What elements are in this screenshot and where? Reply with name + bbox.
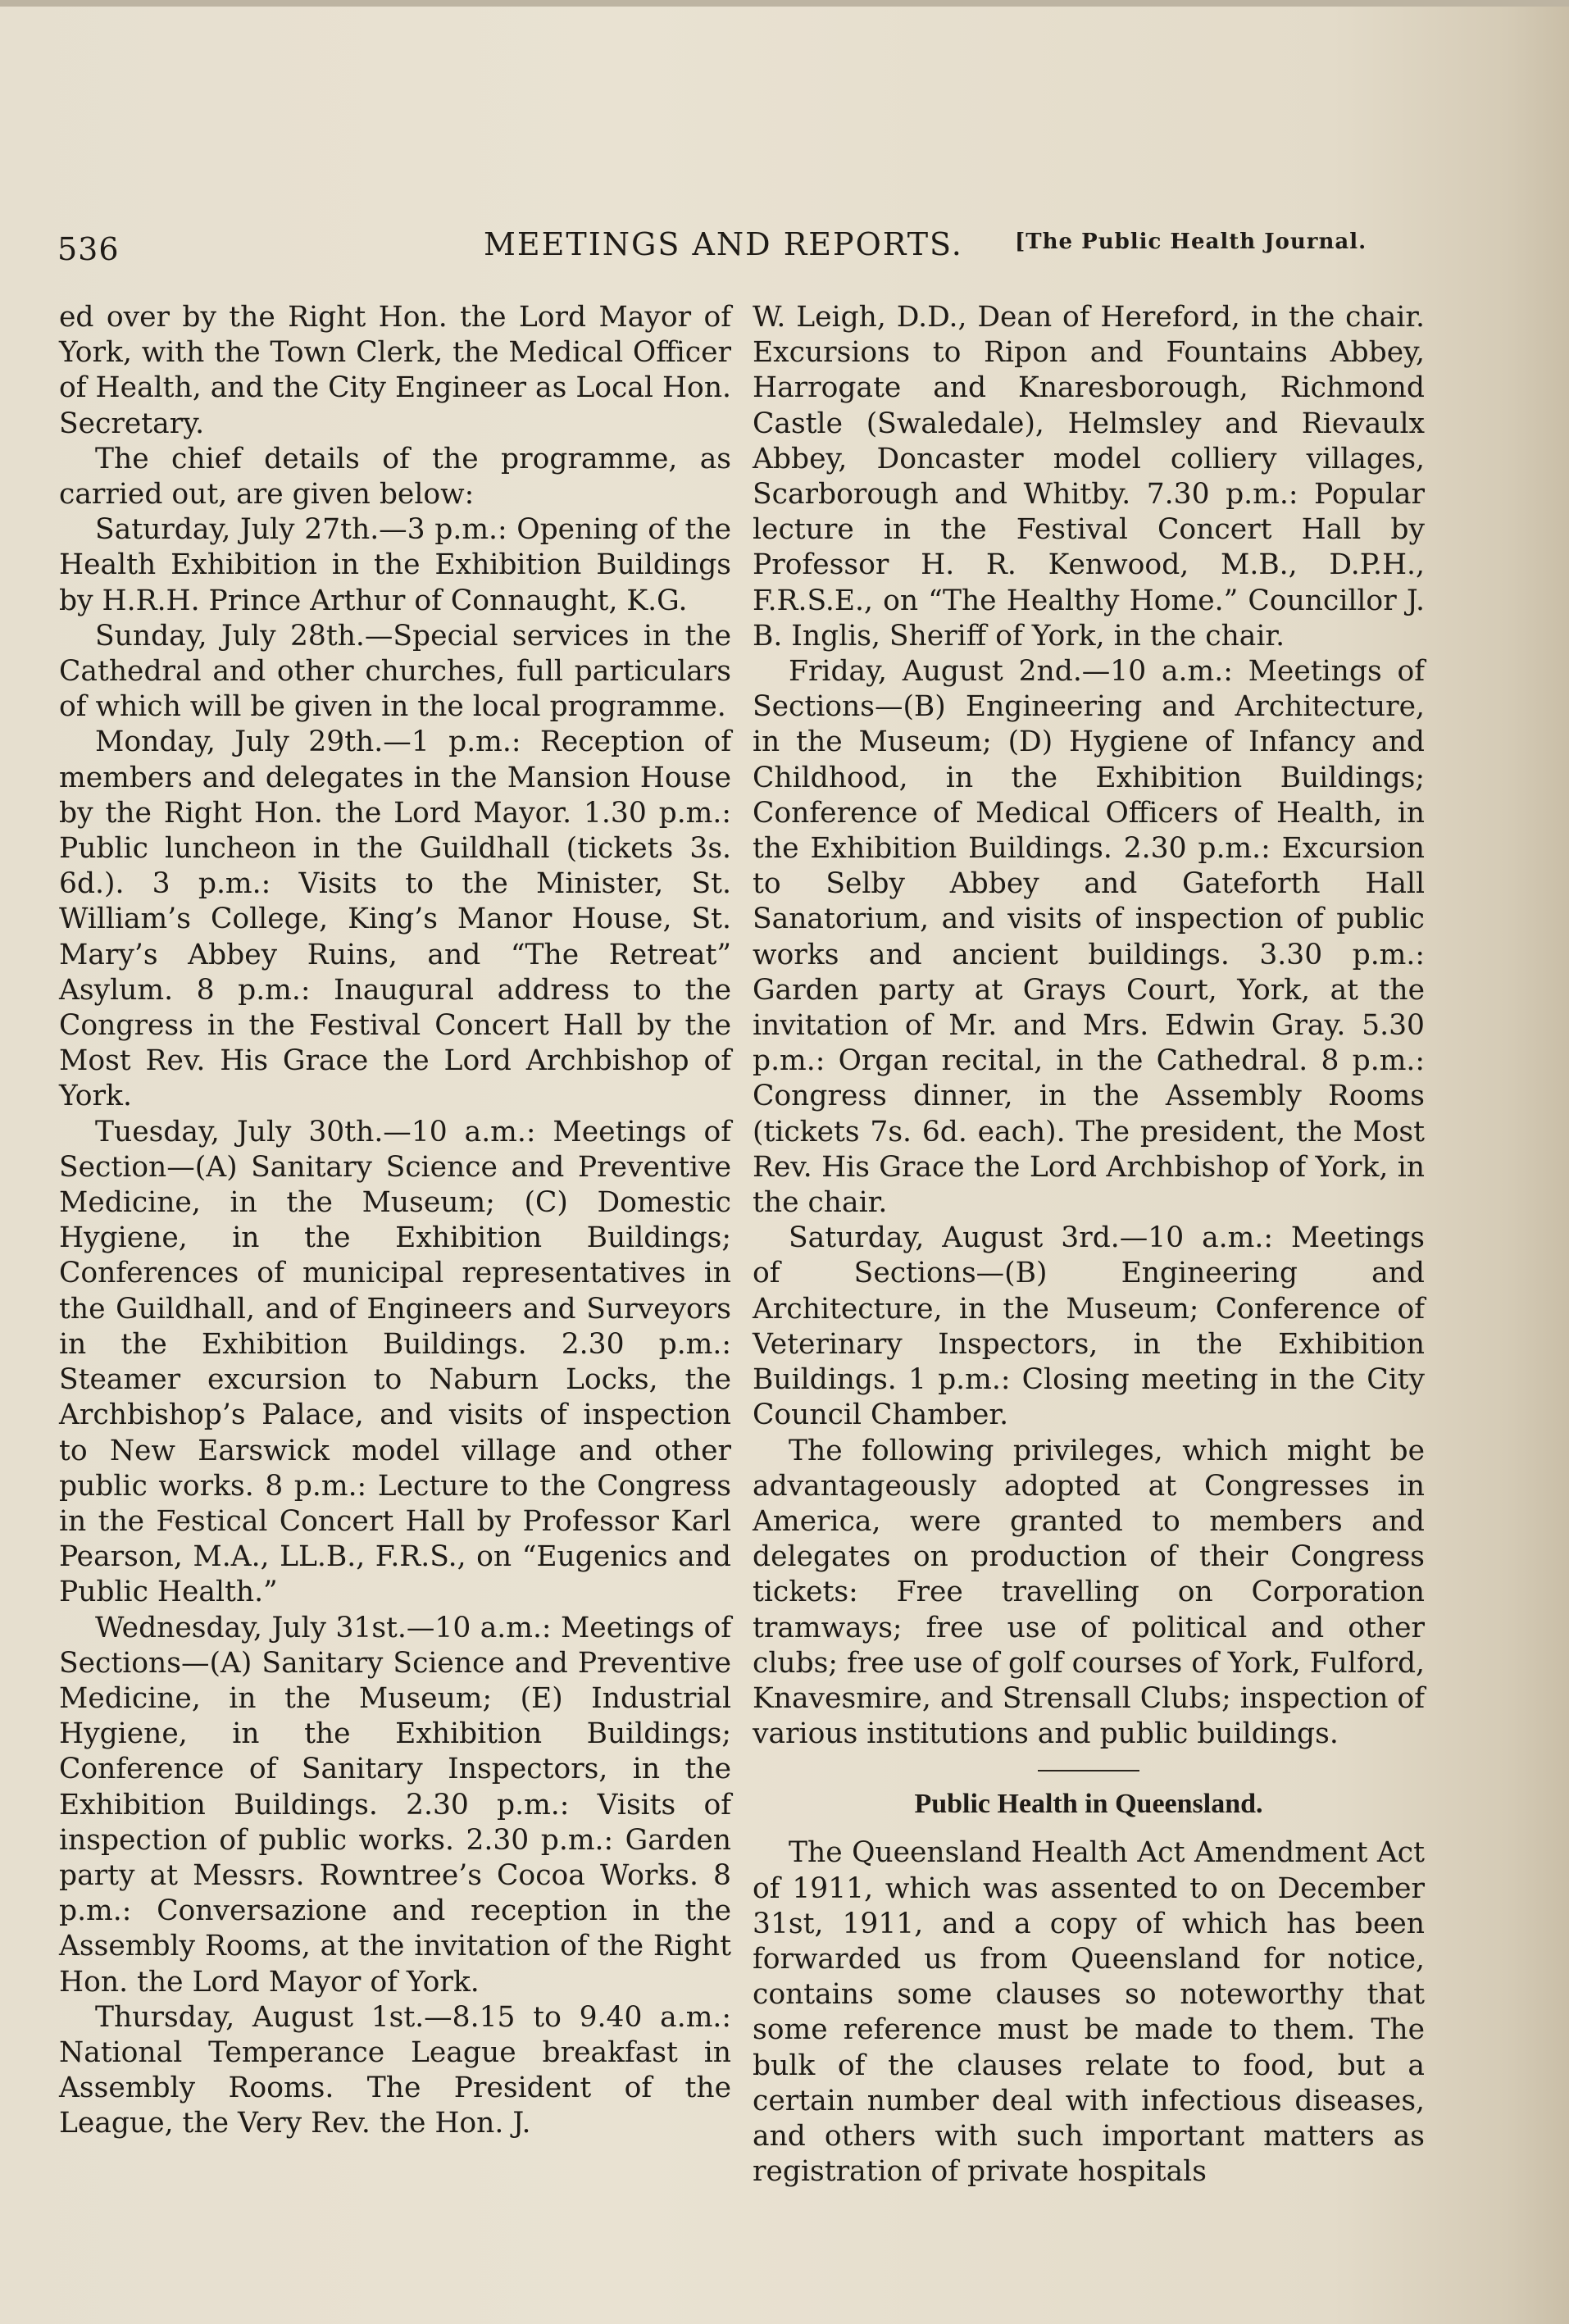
section-heading: Public Health in Queensland. <box>914 1789 1263 1820</box>
page-number: 536 <box>57 231 120 267</box>
right-column <box>753 300 1425 2190</box>
paragraph: Saturday, August 3rd.—10 a.m.: Meetings of Sections—(B) Engineering and Architecture, in the Museum; Conference of Veterinary Inspectors, in the Exhibition Buildings. 1 p.m.: Closing meeting in the City Council Chamber. <box>753 1221 1425 1432</box>
page-header <box>57 220 1418 269</box>
paragraph: Thursday, August 1st.—8.15 to 9.40 a.m.: National Temperance League breakfast in Assembly Rooms. The President of the League, the Very Rev. the Hon. J. <box>59 2000 731 2140</box>
paragraph: The chief details of the programme, as carried out, are given below: <box>59 442 731 512</box>
page-top-edge <box>0 0 1569 7</box>
paragraph: ed over by the Right Hon. the Lord Mayor of York, with the Town Clerk, the Medical Officer of Health, and the City Engineer as Local Hon. Secretary. <box>59 301 731 440</box>
left-column <box>59 300 731 2142</box>
paragraph: Monday, July 29th.—1 p.m.: Reception of members and delegates in the Mansion House by the Right Hon. the Lord Mayor. 1.30 p.m.: Public luncheon in the Guildhall (tickets 3s. 6d.). 3 p.m.: Visits to the Minister, St. William’s College, King’s Manor House, St. Mary’s Abbey Ruins, and “The Retreat” Asylum. 8 p.m.: Inaugural address to the Congress in the Festival Concert Hall by the Most Rev. His Grace the Lord Archbishop of York. <box>59 725 731 1113</box>
paragraph: Tuesday, July 30th.—10 a.m.: Meetings of Section—(A) Sanitary Science and Preventive Medicine, in the Museum; (C) Domestic Hygiene, in the Exhibition Buildings; Conferences of municipal representatives in the Guildhall, and of Engineers and Surveyors in the Exhibition Buildings. 2.30 p.m.: Steamer excursion to Naburn Locks, the Archbishop’s Palace, and visits of inspection to New Earswick model village and other public works. 8 p.m.: Lecture to the Congress in the Festical Concert Hall by Professor Karl Pearson, M.A., LL.B., F.R.S., on “Eugenics and Public Health.” <box>59 1115 731 1609</box>
paragraph: Sunday, July 28th.—Special services in the Cathedral and other churches, full particulars of which will be given in the local programme. <box>59 619 731 724</box>
paragraph: The following privileges, which might be advantageously adopted at Congresses in America, were granted to members and delegates on production of their Congress tickets: Free travelling on Corporation tramways; free use of political and other clubs; free use of golf courses of York, Fulford, Knavesmire, and Strensall Clubs; inspection of various institutions and public buildings. <box>753 1434 1425 1751</box>
section-divider <box>1038 1770 1139 1771</box>
paragraph: Wednesday, July 31st.—10 a.m.: Meetings of Sections—(A) Sanitary Science and Preventive Medicine, in the Museum; (E) Industrial Hygiene, in the Exhibition Buildings; Conference of Sanitary Inspectors, in the Exhibition Buildings. 2.30 p.m.: Visits of inspection of public works. 2.30 p.m.: Garden party at Messrs. Rowntree’s Cocoa Works. 8 p.m.: Conversazione and reception in the Assembly Rooms, at the invitation of the Right Hon. the Lord Mayor of York. <box>59 1611 731 1999</box>
paragraph: Saturday, July 27th.—3 p.m.: Opening of the Health Exhibition in the Exhibition Buildings by H.R.H. Prince Arthur of Connaught, K.G. <box>59 513 731 617</box>
running-title: MEETINGS AND REPORTS. <box>484 226 963 262</box>
journal-name: [The Public Health Journal. <box>1015 230 1367 254</box>
paragraph: Friday, August 2nd.—10 a.m.: Meetings of Sections—(B) Engineering and Architecture, in the Museum; (D) Hygiene of Infancy and Childhood, in the Exhibition Buildings; Conference of Medical Officers of Health, in the Exhibition Buildings. 2.30 p.m.: Excursion to Selby Abbey and Gateforth Hall Sanatorium, and visits of inspection of public works and ancient buildings. 3.30 p.m.: Garden party at Grays Court, York, at the invitation of Mr. and Mrs. Edwin Gray. 5.30 p.m.: Organ recital, in the Cathedral. 8 p.m.: Congress dinner, in the Assembly Rooms (tickets 7s. 6d. each). The president, the Most Rev. His Grace the Lord Archbishop of York, in the chair. <box>753 655 1425 1220</box>
paragraph: W. Leigh, D.D., Dean of Hereford, in the chair. Excursions to Ripon and Fountains Abbey, Harrogate and Knaresborough, Richmond Castle (Swaledale), Helmsley and Rievaulx Abbey, Doncaster model colliery villages, Scarborough and Whitby. 7.30 p.m.: Popular lecture in the Festival Concert Hall by Professor H. R. Kenwood, M.B., D.P.H., F.R.S.E., on “The Healthy Home.” Councillor J. B. Inglis, Sheriff of York, in the chair. <box>753 301 1425 653</box>
paragraph: The Queensland Health Act Amendment Act of 1911, which was assented to on December 31st, 1911, and a copy of which has been forwarded us from Queensland for notice, contains some clauses so noteworthy that some reference must be made to them. The bulk of the clauses relate to food, but a certain number deal with infectious diseases, and others with such important matters as registration of private hospitals <box>753 1836 1425 2189</box>
